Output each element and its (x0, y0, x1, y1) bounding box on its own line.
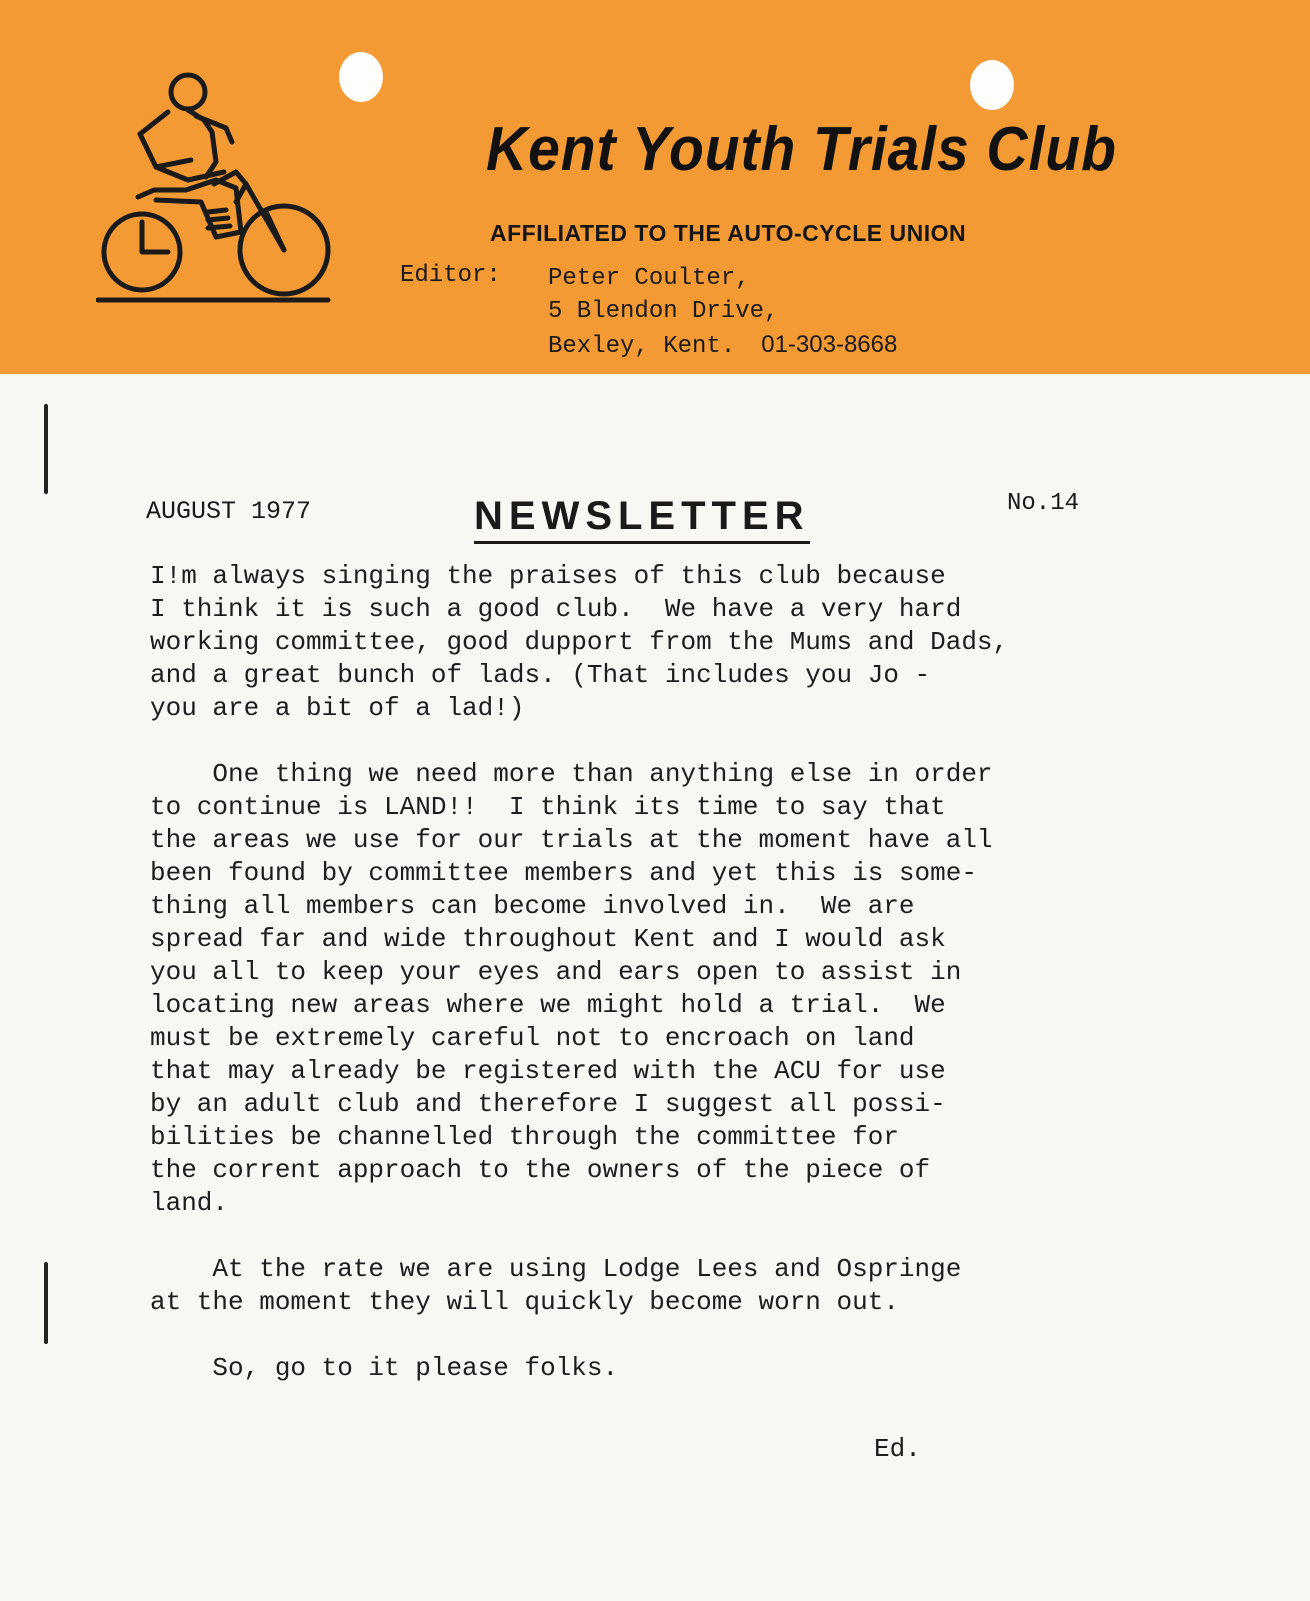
editor-contact (548, 262, 897, 363)
issue-date: AUGUST 1977 (146, 497, 312, 526)
editor-name: Peter Coulter, (548, 265, 750, 292)
club-name: Kent Youth Trials Club (486, 115, 1117, 184)
address-line-1: 5 Blendon Drive, (548, 298, 779, 325)
paragraph-1: I!m always singing the praises of this club because I think it is such a good club. We have a very hard working committee, good dupport from the Mums and Dads, and a great bunch of lads. (That includes you Jo - you are a bit of a lad!) (150, 561, 1009, 723)
newsletter-title: NEWSLETTER (474, 494, 810, 544)
affiliation-text: AFFILIATED TO THE AUTO-CYCLE UNION (490, 220, 967, 246)
paragraph-4: So, go to it please folks. (150, 1353, 619, 1383)
address-line-2-row (548, 328, 897, 363)
article-body (150, 560, 1070, 1385)
binding-staple-top (44, 404, 48, 494)
issue-number: No.14 (1007, 490, 1080, 517)
signoff: Ed. (874, 1434, 921, 1464)
motorcycle-rider-icon (96, 72, 346, 322)
editor-label: Editor: (400, 262, 501, 289)
paragraph-2: One thing we need more than anything else in order to continue is LAND!! I think its time to say that the areas we use for our trials at the moment have all been found by committee members and yet this is some- thing all members can become involved in. We are spread far and wide throughout Kent and I would ask you all to keep your eyes and ears open to assist in locating new areas where we might hold a trial. We must be extremely careful not to encroach on land that may already be registered with the ACU for use by an adult club and therefore I suggest all possi- bilities be channelled through the committee for the corrent approach to the owners of the piece of land. (150, 759, 993, 1218)
paragraph-3: At the rate we are using Lodge Lees and Ospringe at the moment they will quickly become worn out. (150, 1254, 962, 1317)
phone-number: 01-303-8668 (761, 331, 898, 358)
binding-staple-bottom (44, 1262, 48, 1344)
address-line-2: Bexley, Kent. (548, 333, 736, 360)
punch-hole-right (970, 60, 1014, 110)
